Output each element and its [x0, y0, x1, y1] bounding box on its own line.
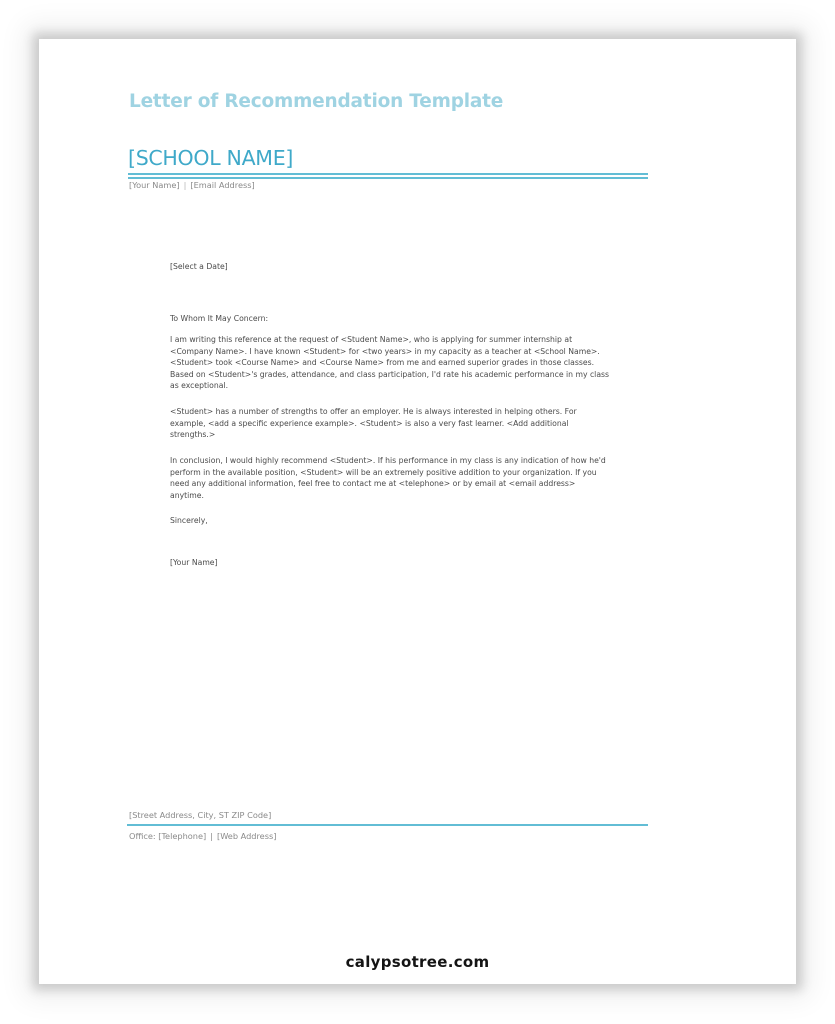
school-name-field[interactable]: [SCHOOL NAME]	[128, 146, 294, 170]
email-address-field[interactable]: [Email Address]	[190, 180, 255, 190]
footer-address-field[interactable]: [Street Address, City, ST ZIP Code]	[129, 810, 272, 820]
separator: |	[210, 831, 213, 841]
document-title: Letter of Recommendation Template	[129, 91, 504, 112]
date-picker-field[interactable]: [Select a Date]	[170, 262, 228, 271]
footer-contact-line	[129, 831, 276, 841]
body-paragraph-3	[170, 455, 610, 501]
your-name-field[interactable]: [Your Name]	[129, 180, 180, 190]
signature-name-field[interactable]: [Your Name]	[170, 558, 218, 567]
watermark-site-name: calypsotree.com	[345, 953, 490, 971]
paragraph-text: <Student> has a number of strengths to offer an employer. He is always interested in helping others. For example, <add a specific experience example>. <Student> is also a very fast learner. <Add additional strengths.>	[170, 407, 577, 440]
office-telephone-field[interactable]: Office: [Telephone]	[129, 831, 207, 841]
web-address-field[interactable]: [Web Address]	[217, 831, 277, 841]
salutation: To Whom It May Concern:	[170, 314, 269, 323]
paragraph-text: In conclusion, I would highly recommend <Student>. If his performance in my class is any indication of how he'd perform in the available position, <Student> will be an extremely positive addition to your organization. If you need any additional information, feel free to contact me at <telephone> or by email at <email address> anytime.	[170, 456, 606, 500]
paragraph-text: I am writing this reference at the request of <Student Name>, who is applying for summer internship at <Company Name>. I have known <Student> for <two years> in my capacity as a teacher at <School Name>. <Student> took <Course Name> and <Course Name> from me and earned superior grades in those classes. Based on <Student>'s grades, attendance, and class participation, I'd rate his academic performance in my class as exceptional.	[170, 335, 610, 391]
separator: |	[183, 180, 187, 190]
footer-rule	[127, 824, 648, 826]
body-paragraph-1	[170, 334, 610, 392]
header-contact-line	[129, 180, 255, 190]
body-paragraph-2	[170, 406, 610, 441]
header-double-rule	[128, 173, 648, 179]
closing: Sincerely,	[170, 516, 208, 525]
